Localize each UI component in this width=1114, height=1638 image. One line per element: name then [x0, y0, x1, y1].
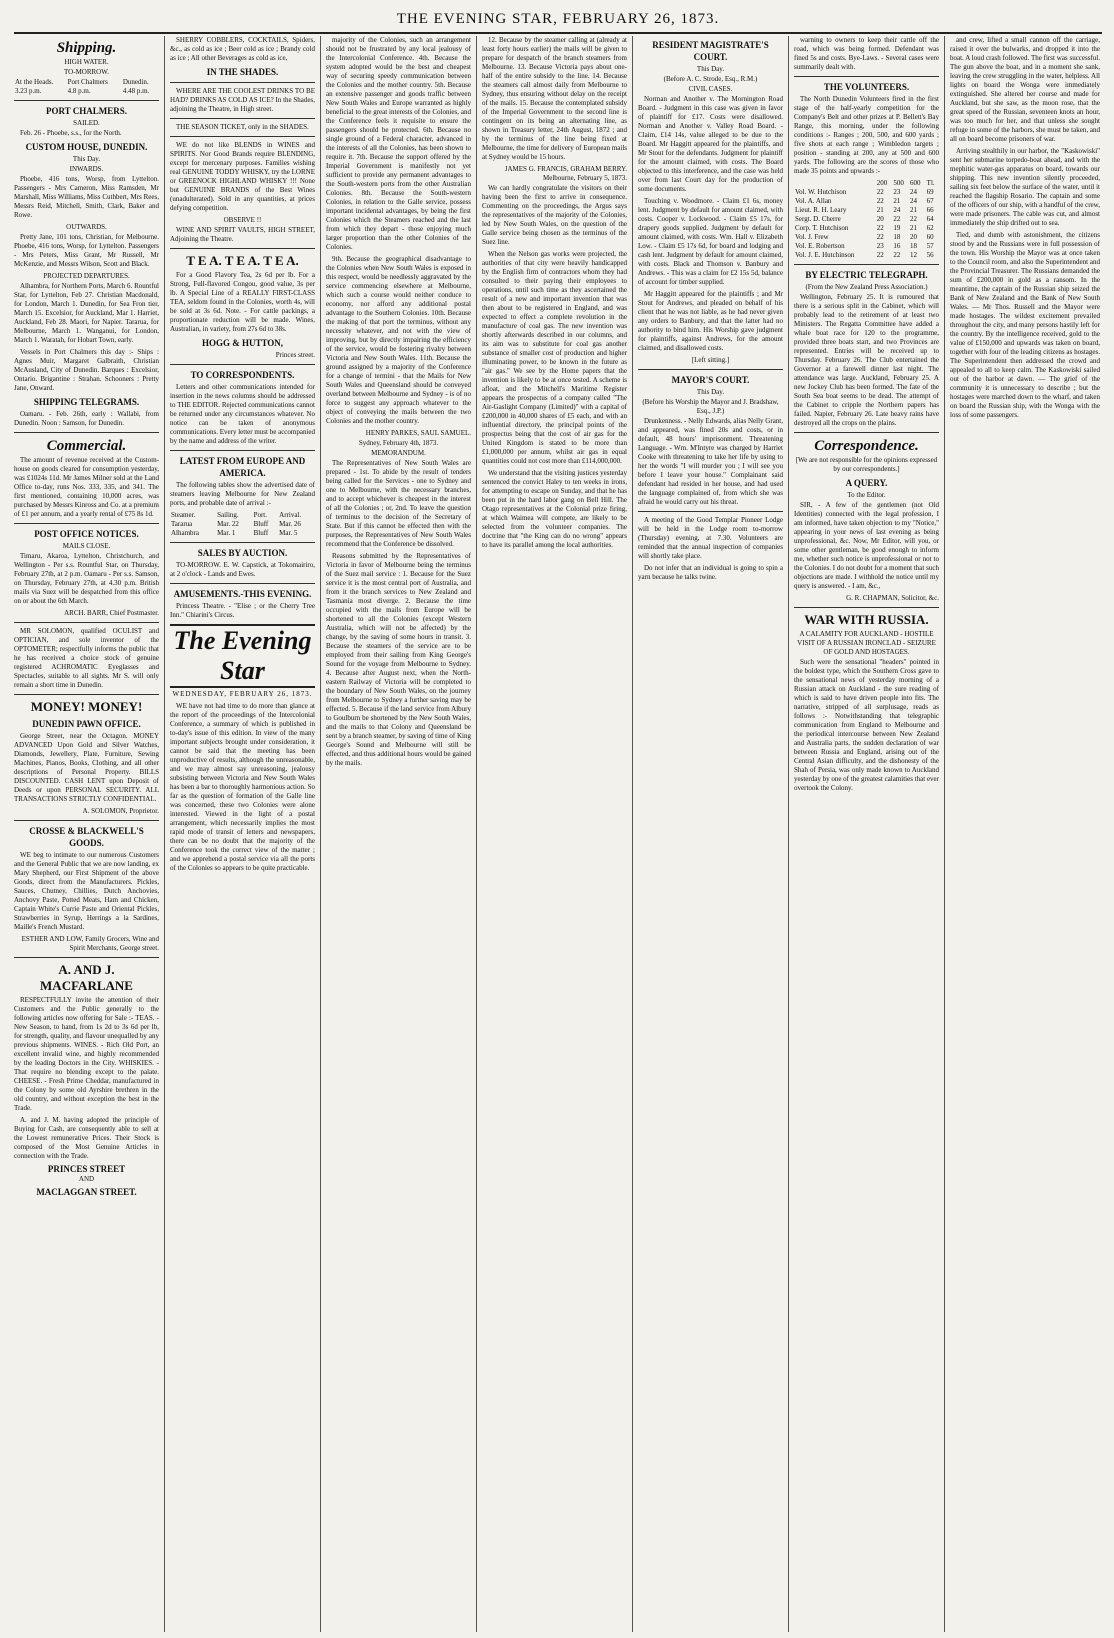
steamer-cell: Mar. 26	[279, 520, 301, 528]
score-cell: 18	[910, 242, 918, 250]
steamer-header: Arrival.	[279, 511, 302, 519]
divider	[638, 369, 783, 370]
divider	[170, 136, 315, 137]
article-text: When the Nelson gas works were projected, the authorities of that city were heavily handicapped by the English firm of contractors whom they had consulted to their paying their employees to operations, until such time as they ascertained the result of a new and important invention that was then about to be registered in England, and was expected to effect a complete revolution in the manufacture of coal gas. The new invention was shortly afterwards described in our columns, and its aim was to substitute for coal gas another substance of smaller cost of production and higher illuminating power, to be known in the future as "air gas." We see by the Home papers that the invention is likely to be at once tested. A scheme is afloat, and the Mitchell's Maritime Register appears the prospectus of a company called "The Air-Gaslight Company (Limited)" with a capital of £200,000 in 40,000 shares of £5 each, and with an influential directory, the principal points of the prospectus being that the cost of air gas for the United Kingdom is stated to be more than £1,000,000 per annum, whilst air gas in equal quantities could not cost more than £114,000,000.	[482, 250, 627, 465]
court-text: Mr Haggitt appeared for the plaintiffs ; and Mr Stout for Andrews, and pleaded on behalf of his client that he was not liable, as he had never given any orders to Banbury, and that the latter had no authority to bind him. His Worship gave judgment for plaintiffs, against Andrews, for the amount claimed, and disallowed costs.	[638, 290, 783, 352]
volunteers-text: The North Dunedin Volunteers fired in the first stage of the half-yearly competition for the Company's Belt and other prizes at P. Bellett's Bay Range, this morning, under the following conditions :- Ranges ; 200, 500, and 600 yards ; five shots at each range ; Wimbledon targets ; position - standing at 200, any at 500 and 600 yards. The following are the scores of those who made 35 points and upwards :-	[794, 95, 939, 175]
tea-text: For a Good Flavory Tea, 2s 6d per lb. For a Strong, Full-flavored Congou, good value, 3s per lb. A Special Line of a REALLY FIRST-CLASS TEA, seldom found in the Colonies, worth 4s, will be sold at 3s 6d. Note. - For cattle packings, a proportionate reduction will be made. Wines, Australian, in variety, from 27s 6d to 38s.	[170, 271, 315, 333]
score-cell: 67	[926, 197, 934, 205]
observe-text: WINE AND SPIRIT VAULTS, HIGH STREET, Adjoining the Theatre.	[170, 226, 315, 243]
score-cell: 21	[910, 224, 918, 232]
correspondents-text: Letters and other communications intended for insertion in the news columns should be addressed to THE EDITOR. Rejected communications cannot be returned under any circumstances whatever. No notice can be taken of anonymous communications. Every letter must be accompanied by the name and address of the writer.	[170, 383, 315, 445]
tea-heading: T E A. T E A. T E A.	[186, 253, 299, 268]
article-text: 9th. Because the geographical disadvantage to the Colonies when New South Wales is exposed in this respect, would be needlessly aggravated by the service commencing elsewhere at Melbourne, which such a course would neither conduce to economy, nor afford any additional postal advantage to the Southern Colonies. 10th. Because the making of that port the terminus, without any necessity whatever, and not with the view of improving, but by directly impairing the efficiency of the service, would be fostering rivalry between Victoria and New South Wales. 11th. Because the ground assigned by a majority of the Conference for a change of termini - that the Mails for New South Wales and Queensland should be conveyed overland between Melbourne and Sydney - is of no force to suggest any approach whatever to the object of conveying the mails between the two Colonies and the mother country.	[326, 255, 471, 425]
divider	[170, 542, 315, 543]
latest-heading: LATEST FROM EUROPE AND AMERICA.	[179, 456, 306, 478]
amusements-heading: AMUSEMENTS.-THIS EVENING.	[173, 589, 312, 599]
court-text: Drunkenness. - Nelly Edwards, alias Nelly Grant, and appeared, was fined 20s and costs, or in default, 48 hours' imprisonment. Threatening Language. - Wm. M'Intyre was charged by Harriet Cooke with threatening to take her life by using to her the words "I will murder you ; I will see you before I leave your house." Complainant said defendant had resided in her house, and had used the language complained of, from which she was afraid he would carry out his threat.	[638, 417, 783, 506]
query-signature: G. R. CHAPMAN, Solicitor, &c.	[846, 594, 939, 602]
column-7	[950, 36, 1100, 1632]
telegraph-heading: BY ELECTRIC TELEGRAPH.	[805, 270, 928, 280]
score-cell: 23	[876, 242, 884, 250]
score-cell: Vol. E. Robertson	[795, 242, 845, 250]
column-rule	[476, 36, 477, 1632]
court-day: This Day.	[696, 65, 725, 73]
telegraph-text: Wellington, February 25. It is rumoured that there is a serious split in the Cabinet, which will probably lead to the retirement of at least two Ministers. The Regatta Committee have added a whale boat race for 120 to the programme, provided three boats start, and two Provinces are represented. Entries will be received up to Thursday. February 26. The Club entertained the Governor at a farewell dinner last night. The attendance was large. Auckland, February 25. A new Jockey Club has been formed. The fate of the South Sea boat seems to be dead. The attempt of the Cabinet to cripple the Northern papers has failed. Napier, February 26. Late heavy rains have destroyed all the crops on the plains.	[794, 293, 939, 427]
mayor-day: This Day.	[696, 388, 725, 396]
column-5	[638, 36, 783, 1632]
inwards-label: INWARDS.	[69, 165, 104, 173]
divider	[638, 511, 783, 512]
score-cell: Sergt. D. Cherre	[795, 215, 841, 223]
court-text: Norman and Another v. The Mornington Road Board. - Judgment in this case was given in favor of plaintiff for £17. Costs were disallowed. Norman and Another v. Valley Road Board. - Claim, £14 14s, value alleged to be due to the Board. Mr Haggitt appeared for the plaintiffs, and Mr Stout for the defendants. Judgment for plaintiff for the amount claimed, with costs. The Board objected to this interference, and the case was held over from last Court day for the production of some documents.	[638, 95, 783, 193]
score-cell: Vol. J. E. Hutchinson	[795, 251, 855, 259]
score-cell: 22	[893, 215, 901, 223]
score-header: 200	[876, 179, 888, 187]
article-text: and crew, lifted a small cannon off the carriage, raised it over the bulwarks, and dropped it into the boat. A loud crash followed. The first was successful. The gun above the boat, and in a moment she sank, leaving the crew struggling in the water, helpless. All lights on board the Wonga were immediately extinguished. She altered her course and made for Auckland, but she saw, as the moon rose, that the great speed of the Russian, seventeen knots an hour, was too much for her, and that unless she sought refuge in some of the harbors, she must be taken, and all on board become prisoners of war.	[950, 36, 1100, 143]
high-water-heading: HIGH WATER.	[64, 58, 109, 66]
this-day-label: This Day.	[72, 155, 101, 163]
war-heading: WAR WITH RUSSIA.	[804, 612, 929, 627]
outwards-label: OUTWARDS.	[66, 223, 107, 231]
score-header: 500	[893, 179, 904, 187]
inwards-text: Phoebe, 416 tons, Worsp, from Lyttelton. Passengers - Mrs Cameron, Miss Ramsden, Mr Marshall, Miss Williams, Miss Cuthbert, Mrs Rees, Messrs Reid, Mitchell, Smith, Clark, Baker and Rowe.	[14, 175, 159, 219]
column-3	[326, 36, 471, 1632]
steamer-cell: Alhambra	[171, 529, 199, 537]
scores-table	[794, 179, 939, 260]
score-cell: 12	[910, 251, 918, 259]
divider	[14, 820, 159, 821]
column-1	[14, 36, 159, 1632]
steamer-cell: Bluff	[253, 529, 269, 537]
mails-close-label: MAILS CLOSE.	[62, 542, 111, 550]
article-dateline: Sydney, February 4th, 1873.	[358, 439, 439, 447]
divider	[794, 76, 939, 77]
divider	[14, 523, 159, 524]
paper-date: WEDNESDAY, FEBRUARY 26, 1873.	[172, 690, 313, 698]
table-row	[794, 233, 939, 242]
article-text: We understand that the visiting justices yesterday sentenced the convict Haley to ten weeks in irons, for attempting to escape on Sunday, and that he has been put in the hard labor gang on Bell Hill. The Otago representatives at the Colonial prize firing, at which Waimea will compete, are likely to be selected from the volunteer companies. The doctrine that "the King can do no wrong" appears to have its parallel among the local authorities.	[482, 469, 627, 549]
war-subheading: A CALAMITY FOR AUCKLAND - HOSTILE VISIT OF A RUSSIAN IRONCLAD - SEIZURE OF GOLD AND HOSTAGES.	[797, 630, 936, 656]
divider	[170, 118, 315, 119]
column-2	[170, 36, 315, 1632]
divider	[14, 622, 159, 623]
post-text: Timaru, Akaroa, Lyttelton, Christchurch, and Wellington - Per s.s. Rountful Star, on Thursday, February 27th, at 2 p.m. Oamaru - Per s.s. Samson, on Thursday, February 27th, at 4.30 p.m. British mails via Suez will be despatched from this office on or about the 6th March.	[14, 552, 159, 605]
article-text: We can hardly congratulate the visitors on their having been the first to arrive in consequence. Commenting on the proceedings, the Argus says the representatives of the majority of the Colonies, led by New South Wales, on the question of the Galle service being chosen as the terminus of the Suez line.	[482, 184, 627, 246]
pawn-office-heading: DUNEDIN PAWN OFFICE.	[32, 719, 141, 729]
leader-text: WE have not had time to do more than glance at the report of the proceedings of the Intercolonial Conference, a summary of which is published in to-day's issue of this edition. In view of the many important subjects brought under consideration, it cannot be said that the meeting has been unproductive of results, although the unreasonable, and we may almost say unreasoning, jealousy subsisting between Victoria and New South Wales has been a bar to thoroughly harmonious action. So far as the question of formation of the Galle line was concerned, these two Colonies were alone interested. Viewed in the light of a postal arrangement, which necessarily implies the most rapid mode of transit of letters and newspapers, there can be no doubt that the majority of the Conference took the correct view of the matter ; and we apprehend a postal service via all the ports of the Colonies so appears to be quite practicable.	[170, 702, 315, 872]
steamer-cell: Mar. 1	[217, 529, 236, 537]
table-row	[794, 197, 939, 206]
column-rule	[788, 36, 789, 1632]
divider	[170, 364, 315, 365]
score-cell: Corp. T. Hutchison	[795, 224, 849, 232]
article-text: The Representatives of New South Wales are prepared - 1st. To abide by the result of tenders being called for the Services - one to Sydney and one to Melbourne, with the necessary branches, and to accept whichever is cheapest in the interest of all the Colonies ; or, 2nd. To leave the question of terminus to the decision of the Secretary of State. But if this cannot be effected then with the purposes, the Representatives of New South Wales recommend that the Conference be dissolved.	[326, 459, 471, 548]
tide-value: 3.23 p.m.	[15, 87, 42, 95]
divider	[14, 957, 159, 958]
shades-heading: IN THE SHADES.	[206, 67, 279, 77]
query-text: SIR, - A few of the gentlemen (not Old Identities) connected with the legal profession, I am informed, have taken objection to my "Notice," appearing in your news of last evening as being unprofessional, &c. Now, Mr Editor, will you, or some other gentleman, be good enough to inform me, whether such notice is unprofessional or not to the Colonies. I do not doubt for a moment that such objections are made. I withhold the notice until my query is answered. - I am, &c.,	[794, 501, 939, 590]
macfarlane-note: A. and J. M. having adopted the principle of Buying for Cash, are consequently able to sell at the Lowest remunerative Prices. Their Stock is composed of the Most Genuine Articles in connection with the Trade.	[14, 1116, 159, 1160]
article-signature: JAMES G. FRANCIS, GRAHAM BERRY. Melbourne, February 5, 1873.	[504, 165, 627, 182]
article-signature: HENRY PARKES, SAUL SAMUEL.	[365, 429, 471, 437]
correspondents-heading: TO CORRESPONDENTS.	[190, 370, 295, 380]
divider	[14, 100, 159, 101]
score-cell: 23	[893, 188, 901, 196]
macfarlane-text: RESPECTFULLY invite the attention of their Customers and the Public generally to the following articles now offering for Sale :- TEAS. - New Season, to hand, from 1s 2d to 3s 6d per lb, for strength, quality, and flavour unequalled by any previous shipments. WINES. - Rich Old Port, an excellent invalid wine, and highly recommended by the leading Doctors in the City. WHISKIES. - That require no blending except to the palate. CHEESE. - Fresh Prime Cheddar, manufactured in the Colony by some old Ayrshire brethren in the old country, and without exception the best in the Trade.	[14, 996, 159, 1112]
score-cell: 20	[910, 233, 918, 241]
score-cell: 57	[926, 242, 934, 250]
maclaggan-street: MACLAGGAN STREET.	[36, 1187, 137, 1197]
war-text: Such were the sensational "headers" pointed in the boldest type, which the Southern Cross gave to the sensational news of yesterday morning of a Russian attack on Auckland - the sure reading of which is said to have driven people into fits. The narrative, stripped of all surplusage, reads as follows :- Notwithstanding that telegraphic communication from England to Melbourne and the periodical intercourse between New Zealand and Australia parts, the sudden declaration of war between Russia and England, arising out of the Central Asian difficulty, and the dishonesty of the Shah of Persia, was only made known to Auckland yesterday by one of the greatest calamities that ever overtook the Colony.	[794, 658, 939, 792]
crosse-heading: CROSSE & BLACKWELL'S GOODS.	[29, 826, 144, 848]
hogg-hutton: HOGG & HUTTON,	[201, 338, 284, 348]
correspondence-note: [We are not responsible for the opinions expressed by our correspondents.]	[795, 456, 938, 473]
crosse-signature: ESTHER AND LOW, Family Grocers, Wine and Spirit Merchants, George street.	[21, 935, 159, 952]
table-row	[794, 215, 939, 224]
tide-header: Port Chalmers	[67, 78, 108, 86]
score-cell: 21	[876, 206, 884, 214]
tide-value: 4.8 p.m.	[67, 87, 91, 95]
divider	[14, 694, 159, 695]
left-sitting-label: [Left sitting.]	[691, 356, 730, 364]
memo-heading: MEMORANDUM.	[371, 449, 426, 457]
divider	[794, 432, 939, 433]
divider	[794, 264, 939, 265]
amusements-text: Princess Theatre. - "Elise ; or the Cherry Tree Inn." Chiarini's Circus.	[170, 602, 315, 619]
telegrams-text: Oamaru. - Feb. 26th, early : Wallabi, from Dunedin. Noon : Samson, for Dunedin.	[14, 410, 159, 427]
notice-text: A meeting of the Good Templar Pioneer Lodge will be held in the Lodge room to-morrow (Thursday) evening, at 7.30. Volunteers are reminded that the annual inspection of companies will shortly take place.	[638, 516, 783, 560]
table-row	[794, 224, 939, 233]
score-cell: 21	[893, 197, 901, 205]
macfarlane-heading: A. AND J. MACFARLANE	[40, 962, 133, 993]
civil-cases-label: CIVIL CASES.	[688, 85, 733, 93]
score-cell: 21	[910, 206, 918, 214]
observe-label: OBSERVE !!	[223, 216, 262, 224]
score-cell: 24	[910, 197, 918, 205]
tomorrow-label: TO-MORROW.	[64, 68, 109, 76]
mayor-before: (Before his Worship the Mayor and J. Bradshaw, Esq., J.P.)	[642, 398, 779, 415]
crosse-text: WE beg to intimate to our numerous Customers and the General Public that we are now landing, ex Mary Shepherd, our First Shipment of the above Goods, direct from the Manufacturers. Pickles, Sauces, Chutney, Chillies, Dutch Anchovies, Anchovy Paste, Potted Meats, Ham and Chicken, Captain White's Currie Paste and Oriental Pickles, Strawberries in Syrup, Herrings a la Sardines, Maille's French Mustard.	[14, 851, 159, 931]
auction-text: TO-MORROW. E. W. Capstick, at Tokomairiro, at 2 o'clock - Lands and Ewes.	[170, 561, 315, 578]
court-text: Touching v. Woodmore. - Claim £1 6s, money lent. Judgment by default for amount claimed, with costs. Cooper v. Lockwood. - Claim £5 17s, for drapery goods supplied. Judgment by default for amount claimed, with costs. Wm. Hall v. Elizabeth Low. - Claim £5 17s 6d, for board and lodging and cash lent. Judgment by default for amount claimed, with costs. Black and Thomson v. Banbury and Andrews. - This was a claim for £2 15s 5d, balance of account for timber supplied.	[638, 197, 783, 286]
auction-heading: SALES BY AUCTION.	[197, 548, 288, 558]
score-cell: 22	[910, 215, 918, 223]
score-cell: 19	[893, 224, 901, 232]
steamer-header: Steamer.	[171, 511, 196, 519]
post-signature: ARCH. BARR, Chief Postmaster.	[64, 609, 159, 617]
steamer-header: Sailing.	[217, 511, 239, 519]
port-chalmers-heading: PORT CHALMERS.	[45, 106, 128, 116]
steamer-cell: Bluff	[253, 520, 269, 528]
tide-header: Dunedin.	[122, 78, 149, 86]
outwards-text: Pretty Jane, 101 tons, Christian, for Melbourne. Phoebe, 416 tons, Worsp, for Lyttelton. Passengers - Mrs Peters, Miss Grant, Mr Russell, Mr McKenzie, and Messrs Wilson, Scott and Black.	[14, 233, 159, 268]
score-cell: 24	[910, 188, 918, 196]
column-rule	[320, 36, 321, 1632]
court-heading: RESIDENT MAGISTRATE'S COURT.	[652, 40, 769, 62]
score-cell: 20	[876, 215, 884, 223]
pawn-text: George Street, near the Octagon. MONEY ADVANCED Upon Gold and Silver Watches, Diamonds, Jewellery, Plate, Furniture, Sewing Machines, Pianos, Books, Clothing, and all other descriptions of Personal Property. BILLS DISCOUNTED. CASH LENT upon Deposit of Deeds or upon PERSONAL SECURITY. ALL TRANSACTIONS STRICTLY CONFIDENTIAL.	[14, 732, 159, 803]
divider	[170, 82, 315, 83]
article-text: Tied, and dumb with astonishment, the citizens stood by and the Russians were in full possession of the town. His Worship the Mayor was at once taken to the Council room, and also the Superintendent and the Provincial Treasurer. The Russians demanded the sum of £200,000 in gold as a ransom. In the meantime, the captain of the Russian ship seized the Bank of New Zealand and the Bank of New South Wales. — Mr Thos. Russell and the Mayor were made hostages. The wildest excitement prevailed throughout the city, and many persons hastily left for the country. By the intelligence received, gold to the value of £150,000 and upwards was taken on board, together with four of the leading citizens as hostages. The Superintendent then addressed the crowd and appealed to all to keep calm. The Kaskowiski sailed out of the harbor at dawn. — The grief of the community it is unnecessary to describe ; but the hostages were marched down to the wharf, and taken on board the Russian ship, with the Wonga with the loss of some passengers.	[950, 231, 1100, 419]
score-cell: 18	[893, 233, 901, 241]
vessels-text: Vessels in Port Chalmers this day :- Ships : Agnes Muir, Margaret Galbraith, Christian McAusland, City of Dunedin. Barques : Excelsior, Ontario. Brigantine : Strahan. Schooners : Pretty Jane, Onward.	[14, 348, 159, 392]
article-text: Reasons submitted by the Representatives of Victoria in favor of Melbourne being the terminus of the Suez mail service : 1. Because for the Suez service it is the most central port of Australia, and from it the branch services to New Zealand and Tasmania most diverge. 2. Because the time occupied with the mails from Europe will be shortened to all the Colonies (except Western Australia, which will not be affected) by the change, by the saving of some hours in transit. 3. Because the steamers of the service are to be employed from their sailing from King George's Sound for the voyage from Melbourne to Sydney. 4. Because after August next, when the North-eastern Railway of Victoria will be completed to the boundary of New South Wales, on the journey from Melbourne to Sydney a further saving may be effected. 5. Because if the land service from Albury to Goulburn be shortened by the New South Wales, and the mails to that Colony and Queensland be sent by a branch steamer, by saving of time of King George's Sound and Melbourne will still be effected, and thus additional hours would be gained by the mails.	[326, 552, 471, 767]
table-row	[170, 529, 315, 538]
projected-label: PROJECTED DEPARTURES.	[43, 272, 130, 280]
steamer-header: Port.	[253, 511, 267, 519]
notice-text: Do not infer that an individual is going to spin a yarn because he talks twine.	[638, 564, 783, 581]
article-text: majority of the Colonies, such an arrangement should not be frustrated by any local jealousy of the Intercolonial Conference. 4th. Because the system adopted would be the best and cheapest way of securing speedy communication between the Colonies and the mother country. 5th. Because an extensive passenger and goods traffic between New South Wales and Europe warranted as highly beneficial to the great interests of the Colonies, and the Conference feels it requisite to ensure the passengers should be protected. 6th. Because no single ground of a Federal character, advanced in the interests of all the Colonies, has been shown to require it. 7th. Because the support offered by the Imperial Government is manifestly not yet sufficient to provide any permanent advantages to the South-western ports from the other Australian Colonies. 8th. Because the South-western Colonies, in relation to the Galle service, possess important incidental advantages, by being the first Colonies which the Steamers reached and the last from which they depart - those enjoying much larger proportion than the other Colonies of the Colonies.	[326, 36, 471, 251]
score-header: 600	[910, 179, 921, 187]
score-cell: 66	[926, 206, 934, 214]
column-rule	[944, 36, 945, 1632]
query-heading: A QUERY.	[845, 478, 888, 488]
mayor-court-heading: MAYOR'S COURT.	[671, 375, 750, 385]
score-cell: 16	[893, 242, 901, 250]
table-row	[794, 206, 939, 215]
newspaper-page	[14, 6, 1102, 1632]
princes-street: PRINCES STREET	[47, 1164, 126, 1174]
shipping-heading: Shipping.	[56, 40, 117, 56]
score-cell: 69	[926, 188, 934, 196]
correspondence-heading: Correspondence.	[814, 438, 919, 454]
steamer-cell: Tararua	[171, 520, 193, 528]
divider	[794, 607, 939, 608]
blends-ad: WE do not like BLENDS in WINES and SPIRITS. Nor Good Brands require BLENDING, except for mercenary purposes. Families wishing real GENUINE TODDY WHISKY, try the LORNE or GREENOCK HIGHLAND WHISKY !!! None but GENUINE BRANDS of the Best Wines (unadulterated). Sold in any quantities, at prices defying competition.	[170, 141, 315, 212]
tide-header: At the Heads.	[15, 78, 54, 86]
masthead-title: THE EVENING STAR, FEBRUARY 26, 1873.	[396, 11, 720, 27]
article-text: Arriving stealthily in our harbor, the "Kaskowiski" sent her submarine torpedo-boat ahead, and with the mephitic water-gas apparatus on board, towards our shipping. This new invention silently proceeded, sailing six feet below the surface of the water, until it reached the flagship Rosario. The captain and some of the officers of our ship, with a handful of the crew, were made prisoners. The cable was cut, and almost immediately the ship drifted out to sea.	[950, 147, 1100, 227]
score-cell: 56	[926, 251, 934, 259]
volunteers-heading: THE VOLUNTEERS.	[823, 82, 910, 92]
divider	[14, 432, 159, 433]
tide-table	[14, 78, 159, 96]
post-office-heading: POST OFFICE NOTICES.	[34, 529, 139, 539]
court-before: (Before A. C. Strode, Esq., R.M.)	[663, 75, 758, 83]
custom-house-heading: CUSTOM HOUSE, DUNEDIN.	[25, 142, 148, 152]
season-ad: THE SEASON TICKET, only in the SHADES.	[176, 123, 309, 131]
projected-text: Alhambra, for Northern Ports, March 6. Rountful Star, for Lyttelton, Feb 27. Christian Macdonald, for London, March 1. Dunedin, for Sea Fron tier, March 15. Excelsior, for Auckland, Mar 1. Harriet, Auckland, Feb 28. Maori, for Napier. Tararua, for Melbourne, March 1. Wanganui, for London, March 1. Waratah, for Hobart Town, early.	[14, 282, 159, 344]
score-cell: 22	[876, 188, 884, 196]
sailed-label: SAILED.	[73, 119, 100, 127]
score-cell: Vol. A. Allan	[795, 197, 832, 205]
divider	[170, 583, 315, 584]
score-header: Tl.	[926, 179, 935, 187]
score-cell: 22	[876, 233, 884, 241]
steamer-table	[170, 511, 315, 538]
sherry-ad: SHERRY COBBLERS, COCKTAILS, Spiders, &c., as cold as ice ; Beer cold as ice ; Brandy cold as ice ; All other Beverages as cold as ice,	[170, 36, 315, 62]
score-cell: 64	[926, 215, 934, 223]
divider	[170, 248, 315, 249]
article-text: 12. Because by the steamer calling at (already at least forty hours earlier) the mails will be given to prepare for despatch of the branch steamers from Melbourne. 13. Because Victoria pays about one-half of the entire subsidy to the line. 14. Because the steamers call almost daily from Melbourne to Sydney, thus ensuring without delay on the receipt of the mails. 15. Because the contemplated subsidy of the Imperial Government to the second line is contingent on its being an alternating line, as shown in Treasury letter, 24th August, 1872 ; and by the terminus of the line being fixed at Melbourne, the time for delivery of European mails at Sydney would be 15 hours.	[482, 36, 627, 161]
score-cell: 62	[926, 224, 934, 232]
and-word: AND	[78, 1175, 95, 1183]
score-cell: 60	[926, 233, 934, 241]
masthead	[14, 6, 1102, 34]
telegraph-sub: (From the New Zealand Press Association.)	[805, 283, 928, 291]
score-cell: 22	[876, 224, 884, 232]
money-heading: MONEY! MONEY!	[30, 699, 143, 714]
table-row	[794, 188, 939, 197]
where-ad: WHERE ARE THE COOLEST DRINKS TO BE HAD? DRINKS AS COLD AS ICE? In the Shades, adjoining the Theatre, in High street.	[170, 87, 315, 113]
hogg-address: Princes street.	[275, 351, 315, 359]
steamer-cell: Mar. 22	[217, 520, 239, 528]
steamer-cell: Mar. 5	[279, 529, 298, 537]
score-cell: 22	[893, 251, 901, 259]
score-header	[794, 179, 876, 188]
score-cell: Lieut. R. H. Leary	[795, 206, 847, 214]
telegrams-heading: SHIPPING TELEGRAMS.	[33, 397, 140, 407]
tide-value: 4.48 p.m.	[122, 87, 150, 95]
score-cell: 22	[876, 197, 884, 205]
table-row	[170, 520, 315, 529]
score-cell: 24	[893, 206, 901, 214]
pawn-signature: A. SOLOMON, Proprietor.	[82, 807, 159, 815]
commercial-text: The amount of revenue received at the Custom-house on goods cleared for consumption yesterday, was £1024s 11d. Mr James Milner sold at the Land Office to-day, runs Nos. 333, 335, and 341. The first mentioned, containing 10,000 acres, was purchased by Messrs Kinross and Co. at a premium of £1 per annum, and a yearly rental of £75 8s 1d.	[14, 456, 159, 518]
columns	[14, 36, 1102, 1632]
column-6	[794, 36, 939, 1632]
commercial-heading: Commercial.	[46, 438, 127, 454]
score-cell: Vol. J. Frew	[795, 233, 829, 241]
table-row	[794, 242, 939, 251]
solomon-ad: MR SOLOMON, qualified OCULIST and OPTICIAN, and sole inventor of the OPTOMETER; respectfully informs the public that he has received a choice stock of genuine registered ACHROMATIC Eyeglasses and Spectacles, suitable to all sights. Mr S. will only remain a short time in Dunedin.	[14, 627, 159, 689]
column-rule	[632, 36, 633, 1632]
article-text: warning to owners to keep their cattle off the road, which was being formed. Defendant was fined 5s and costs. Bye-Laws. - Several cases were summarily dealt with.	[794, 36, 939, 71]
divider	[170, 450, 315, 451]
query-to: To the Editor.	[847, 491, 886, 499]
column-rule	[164, 36, 165, 1632]
column-4	[482, 36, 627, 1632]
sailed-text: Feb. 26 - Phoebe, s.s., for the North.	[20, 129, 122, 137]
latest-text: The following tables show the advertised date of steamers leaving Melbourne for New Zealand ports, and probable date of arrival :-	[170, 481, 315, 507]
table-row	[794, 251, 939, 260]
score-cell: Vol. W. Hutchison	[795, 188, 847, 196]
score-cell: 22	[876, 251, 884, 259]
paper-title: The Evening Star	[170, 624, 315, 688]
